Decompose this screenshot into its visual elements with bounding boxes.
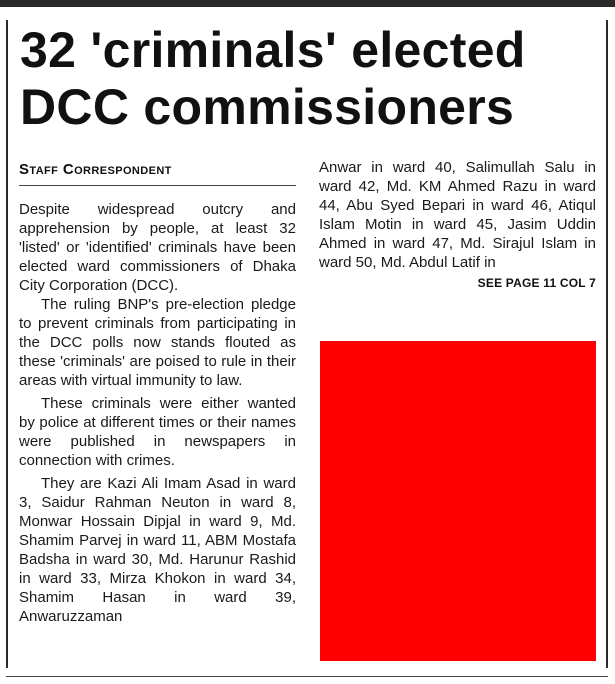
article-column-right: [319, 158, 596, 290]
paragraph-3: These criminals were either wanted by police at different times or their names were published in newspapers in connection with crimes.: [19, 395, 296, 469]
left-frame-rule: [6, 20, 8, 668]
photo-placeholder: [320, 341, 596, 661]
paragraph-1: Despite widespread outcry and apprehension by people, at least 32 'listed' or 'identified' criminals have been elected ward commissioners of Dhaka City Corporation (DCC).: [19, 201, 296, 294]
paragraph-continuation: Anwar in ward 40, Salimullah Salu in ward 42, Md. KM Ahmed Razu in ward 44, Abu Syed Bepari in ward 46, Atiqul Islam Motin in ward 45, Jasim Uddin Ahmed in ward 47, Md. Sirajul Islam in ward 50, Md. Abdul Latif in: [319, 159, 596, 271]
paragraph-2: The ruling BNP's pre-election pledge to prevent criminals from participating in the DCC polls now stands flouted as these 'criminals' are poised to rule in their areas with virtual immunity to law.: [19, 296, 296, 389]
byline: Staff Correspondent: [19, 161, 172, 178]
headline-line-2: DCC commissioners: [20, 79, 515, 135]
right-frame-rule: [606, 20, 608, 668]
bottom-rule: [6, 676, 608, 677]
headline-line-1: 32 'criminals' elected: [20, 22, 526, 78]
top-rule: [0, 0, 615, 7]
headline: [20, 22, 600, 136]
byline-divider: [19, 185, 296, 186]
article-column-left: [19, 160, 296, 626]
paragraph-4: They are Kazi Ali Imam Asad in ward 3, Saidur Rahman Neuton in ward 8, Monwar Hossain Dipjal in ward 9, Md. Shamim Parvej in ward 11, ABM Mostafa Badsha in ward 30, Md. Harunur Rashid in ward 33, Mirza Khokon in ward 34, Shamim Hasan in ward 39, Anwaruzzaman: [19, 475, 296, 625]
jump-reference: SEE PAGE 11 COL 7: [477, 276, 596, 290]
article-body: [19, 200, 296, 626]
